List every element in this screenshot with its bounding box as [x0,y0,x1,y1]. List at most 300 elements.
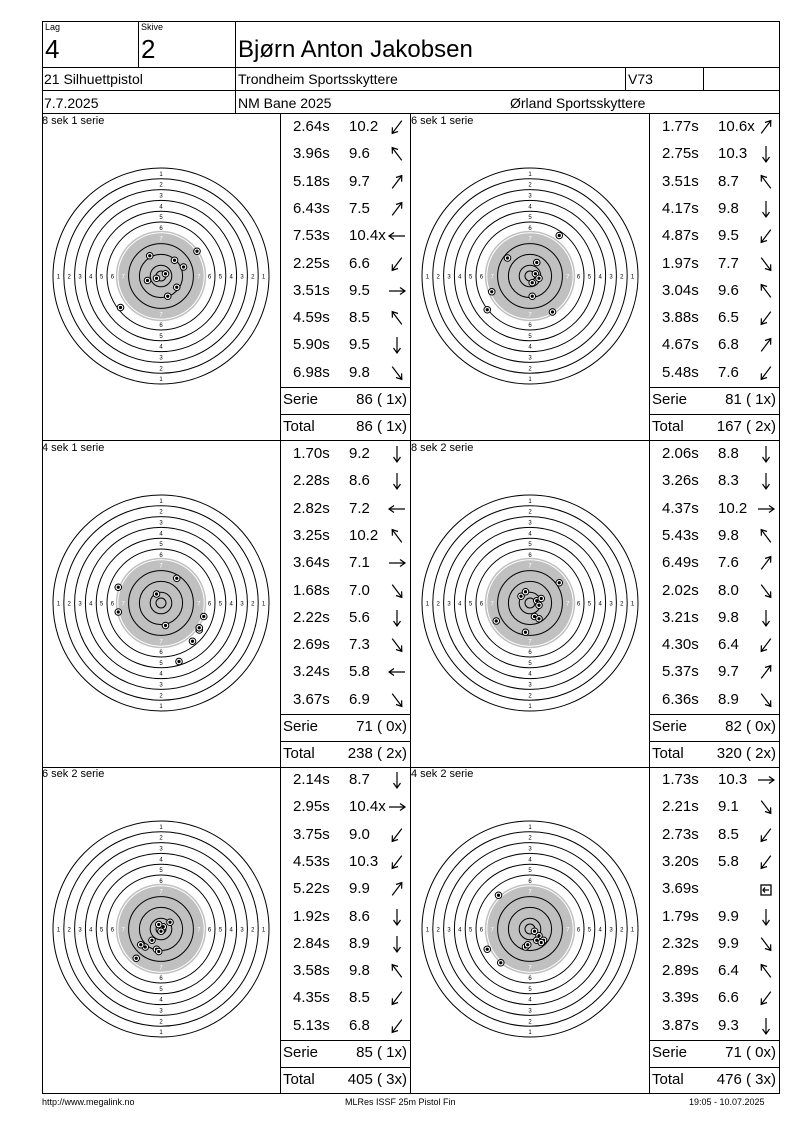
shot-score: 6.4 [718,636,739,654]
right-arrow-icon [387,281,407,301]
ring-number: 4 [528,857,532,864]
shot-score: 10.3 [718,145,748,163]
series-panel [42,767,411,1094]
ring-number: 4 [159,204,163,211]
shot-time: 4.67s [662,336,699,354]
shot-time: 2.64s [293,118,330,135]
shot-time: 5.48s [662,363,699,381]
shot-hole [155,948,162,955]
shot-score: 8.9 [349,934,370,952]
down-left-arrow-icon [387,117,407,137]
class-name: 21 Silhuettpistol [44,71,143,87]
shot-score: 9.2 [349,445,370,462]
ring-number: 6 [576,927,581,934]
down-left-arrow-icon [756,988,776,1008]
ring-number: 2 [159,835,163,842]
serie-sum-label: Serie [652,1044,688,1061]
ring-number: 6 [479,927,484,934]
shot-row [281,550,411,577]
shot-row [650,523,780,550]
pistol-target [411,441,649,768]
shot-hole [117,304,124,311]
ring-number: 5 [99,274,104,281]
shot-time: 5.37s [662,663,699,681]
up-right-arrow-icon [756,117,776,137]
shot-time: 5.90s [293,336,330,354]
ring-number: 2 [251,927,255,934]
ring-number: 4 [528,204,532,211]
shot-row [650,876,780,903]
shot-score: 9.8 [718,526,739,544]
up-right-arrow-icon [387,199,407,219]
shot-row [650,659,780,686]
total-sum [281,741,411,768]
shot-hole [524,941,531,948]
shot-hole [556,232,563,239]
shot-hole [162,270,169,277]
ring-number: 5 [218,601,223,608]
series-panel [42,441,411,768]
shot-time: 1.97s [662,254,699,272]
shot-row [281,196,411,223]
shot-score: 5.8 [349,663,370,681]
shot-score: 10.6x [718,118,755,135]
series-title: 6 sek 1 serie [411,115,474,127]
shot-hole [155,921,162,928]
serie-sum-value: 85 ( 1x) [356,1044,407,1061]
shot-row [650,767,780,794]
total-sum-label: Total [652,745,684,762]
shot-time: 2.02s [662,581,699,599]
shot-time: 3.67s [293,690,330,708]
event-name: NM Bane 2025 [238,95,332,111]
ring-number: 3 [159,846,163,853]
shot-hole [146,252,153,259]
serie-sum-value: 86 ( 1x) [356,391,407,408]
ring-number: 4 [159,997,163,1004]
ring-number: 2 [251,601,255,608]
class-code: V73 [628,71,653,87]
shot-time: 2.69s [293,636,330,654]
ring-number: 2 [620,927,624,934]
shot-row [650,550,780,577]
ring-number: 7 [197,927,201,934]
shot-hole [484,306,491,313]
shot-time: 7.53s [293,227,330,245]
ring-number: 5 [528,986,532,993]
shot-row [650,578,780,605]
shot-score: 9.0 [349,825,370,843]
ring-number: 1 [528,704,532,711]
shot-score: 9.8 [718,608,739,626]
ring-number: 6 [528,650,532,657]
shot-hole [529,293,536,300]
footer-url[interactable]: http://www.megalink.no [42,1097,135,1107]
ring-number: 4 [528,531,532,538]
serie-sum [281,387,411,414]
down-right-arrow-icon [756,581,776,601]
ring-number: 4 [528,344,532,351]
ring-number: 3 [528,193,532,200]
down-left-arrow-icon [756,635,776,655]
ring-number: 6 [110,274,115,281]
ring-number: 2 [159,693,163,700]
ring-number: 5 [468,274,473,281]
shot-score: 6.9 [349,690,370,708]
ring-number: 3 [159,520,163,527]
shot-score: 9.8 [349,962,370,980]
ring-number: 6 [159,878,163,885]
shot-time: 1.77s [662,118,699,135]
total-sum-value: 405 ( 3x) [347,1071,407,1088]
ring-number: 3 [78,274,82,281]
serie-sum [281,1040,411,1067]
shot-time: 3.88s [662,309,699,327]
ring-number: 1 [56,274,61,281]
ring-number: 7 [159,236,163,243]
down-arrow-icon [756,1016,776,1036]
ring-number: 4 [159,531,163,538]
shot-score: 7.3 [349,636,370,654]
left-arrow-icon [387,499,407,519]
pistol-target [411,767,649,1094]
shot-row [650,632,780,659]
ring-number: 4 [458,601,462,608]
ring-number: 6 [479,274,484,281]
ring-number: 7 [566,601,570,608]
ring-number: 7 [121,601,125,608]
skive-value: 2 [141,34,156,64]
shot-time: 4.87s [662,227,699,245]
ring-number: 1 [630,601,635,608]
ring-number: 7 [159,965,163,972]
down-arrow-icon [387,934,407,954]
ring-number: 1 [261,274,266,281]
up-left-arrow-icon [756,281,776,301]
total-sum-value: 86 ( 1x) [356,418,407,435]
ring-number: 4 [229,927,233,934]
shot-score: 10.4x [349,798,386,816]
ring-number: 7 [121,274,125,281]
shot-time: 3.04s [662,281,699,299]
shot-row [281,687,411,714]
shot-time: 2.84s [293,934,330,952]
serie-sum-value: 81 ( 1x) [725,391,776,408]
total-sum [650,741,780,768]
shot-time: 3.69s [662,880,699,898]
up-right-arrow-icon [756,553,776,573]
ring-number: 7 [197,274,201,281]
ring-number: 7 [490,274,494,281]
shot-hole [189,638,196,645]
shot-score: 5.8 [718,852,739,870]
shot-score: 9.3 [718,1016,739,1034]
shot-score: 9.5 [718,227,739,245]
ring-number: 7 [159,639,163,646]
ring-number: 4 [229,601,233,608]
total-sum [650,1067,780,1094]
series-title: 4 sek 1 serie [42,442,105,454]
ring-number: 5 [528,542,532,549]
shot-row [650,985,780,1012]
shot-time: 1.70s [293,445,330,462]
total-sum-label: Total [283,745,315,762]
shot-hole [529,279,536,286]
down-left-arrow-icon [387,254,407,274]
ring-number: 6 [576,274,581,281]
aiming-zone [116,558,206,648]
ring-number: 3 [240,601,244,608]
shot-hole [504,255,511,262]
ring-number: 1 [528,377,532,384]
pistol-target [42,441,280,768]
ring-number: 7 [159,889,163,896]
shot-row [650,468,780,495]
down-left-arrow-icon [756,308,776,328]
down-left-arrow-icon [756,852,776,872]
shot-time: 1.68s [293,581,330,599]
down-arrow-icon [756,144,776,164]
down-left-arrow-icon [756,363,776,383]
shot-score: 9.5 [349,281,370,299]
shot-hole [536,275,543,282]
ring-number: 7 [528,312,532,319]
ring-number: 2 [159,182,163,189]
shot-time: 5.22s [293,880,330,898]
ring-number: 5 [528,868,532,875]
shot-hole [162,622,169,629]
total-sum [281,414,411,441]
right-arrow-icon [756,770,776,790]
shot-score: 10.4x [349,227,386,245]
shot-list [650,441,780,768]
shot-score: 8.8 [718,445,739,462]
shot-row [650,196,780,223]
ring-number: 3 [240,927,244,934]
ring-number: 1 [261,927,266,934]
ring-number: 5 [159,542,163,549]
ring-number: 3 [240,274,244,281]
ring-number: 3 [447,927,451,934]
shot-score: 8.9 [718,690,739,708]
shot-score: 5.6 [349,608,370,626]
down-arrow-icon [387,471,407,491]
down-arrow-icon [387,444,407,464]
ring-number: 7 [566,274,570,281]
shot-hole [533,259,540,266]
shot-time: 3.24s [293,663,330,681]
up-left-arrow-icon [756,961,776,981]
shot-time: 2.82s [293,499,330,517]
ring-number: 2 [67,274,71,281]
ring-number: 4 [598,927,602,934]
shot-time: 2.25s [293,254,330,272]
ring-number: 6 [159,225,163,232]
shot-score: 7.7 [718,254,739,272]
shot-row [281,931,411,958]
shot-time: 4.53s [293,852,330,870]
ring-number: 6 [528,225,532,232]
down-arrow-icon [387,608,407,628]
shot-row [281,794,411,821]
shot-time: 5.18s [293,172,330,190]
shot-score: 10.2 [349,118,379,135]
shot-time: 4.35s [293,989,330,1007]
ring-number: 4 [89,927,93,934]
ring-number: 1 [159,171,163,178]
serie-sum-label: Serie [283,718,319,735]
total-sum [281,1067,411,1094]
shot-score: 9.1 [718,798,739,816]
ring-number: 3 [528,355,532,362]
ring-number: 7 [528,236,532,243]
series-panel [411,767,780,1094]
total-sum-value: 238 ( 2x) [347,745,407,762]
ring-number: 6 [110,601,115,608]
ring-number: 6 [159,552,163,559]
shot-hole [200,613,207,620]
lag-label: Lag [45,22,61,32]
shot-score: 7.1 [349,554,370,572]
ring-number: 6 [528,976,532,983]
shot-row [281,223,411,250]
serie-sum-value: 82 ( 0x) [725,718,776,735]
down-left-arrow-icon [387,825,407,845]
shot-list [281,114,411,441]
shot-row [650,958,780,985]
lag-value: 4 [45,34,60,64]
ring-number: 6 [528,323,532,330]
ring-number: 2 [159,366,163,373]
ring-number: 2 [67,601,71,608]
series-title: 8 sek 1 serie [42,115,105,127]
down-arrow-icon [387,907,407,927]
down-arrow-icon [756,444,776,464]
shot-row [281,114,411,141]
shot-hole [196,624,203,631]
ring-number: 4 [528,997,532,1004]
ring-number: 1 [425,274,430,281]
shot-row [650,141,780,168]
ring-number: 1 [425,927,430,934]
ring-number: 7 [159,563,163,570]
ring-number: 1 [159,498,163,505]
ring-number: 3 [609,601,613,608]
up-right-arrow-icon [387,172,407,192]
left-arrow-icon [387,662,407,682]
ring-number: 1 [159,1030,163,1037]
shot-row [650,931,780,958]
shot-score: 8.5 [349,989,370,1007]
ring-number: 2 [528,182,532,189]
ring-number: 4 [598,274,602,281]
ring-number: 7 [528,965,532,972]
ring-number: 3 [78,927,82,934]
ring-number: 3 [528,1008,532,1015]
ring-number: 6 [528,552,532,559]
serie-sum [650,1040,780,1067]
shot-row [281,822,411,849]
shot-row [281,659,411,686]
ring-number: 3 [528,682,532,689]
ring-number: 6 [110,927,115,934]
down-left-arrow-icon [387,988,407,1008]
shot-hole [180,264,187,271]
shot-row [650,332,780,359]
shot-time: 5.43s [662,526,699,544]
shot-hole [153,591,160,598]
serie-sum-value: 71 ( 0x) [725,1044,776,1061]
shot-score: 7.6 [718,363,739,381]
shot-score: 6.6 [718,989,739,1007]
shot-hole [171,257,178,264]
shot-hole [173,284,180,291]
ring-number: 4 [458,274,462,281]
shot-time: 3.96s [293,145,330,163]
shot-hole [556,579,563,586]
ring-number: 2 [528,1019,532,1026]
down-arrow-icon [756,907,776,927]
shot-time: 3.39s [662,989,699,1007]
total-sum-value: 320 ( 2x) [716,745,776,762]
shot-time: 2.32s [662,934,699,952]
shot-score: 8.6 [349,472,370,490]
shot-score: 8.3 [718,472,739,490]
ring-number: 2 [67,927,71,934]
shot-score: 8.7 [349,771,370,788]
shot-time: 3.51s [662,172,699,190]
shot-row [650,251,780,278]
shot-score: 9.7 [349,172,370,190]
ring-number: 1 [528,1030,532,1037]
ring-number: 4 [89,274,93,281]
ring-number: 3 [447,601,451,608]
serie-sum-label: Serie [652,391,688,408]
ring-number: 1 [56,601,61,608]
shot-hole [153,275,160,282]
up-left-arrow-icon [387,526,407,546]
shot-hole [164,293,171,300]
serie-sum-label: Serie [283,1044,319,1061]
ring-number: 5 [587,927,592,934]
ring-number: 2 [251,274,255,281]
total-sum-label: Total [283,418,315,435]
up-left-arrow-icon [387,308,407,328]
shot-score: 10.3 [718,771,748,788]
ring-number: 4 [528,671,532,678]
down-left-arrow-icon [387,1016,407,1036]
shot-row [281,441,411,468]
shot-hole [158,928,165,935]
shot-row [281,1013,411,1040]
shot-hole [137,941,144,948]
total-sum-value: 167 ( 2x) [716,418,776,435]
down-left-arrow-icon [756,226,776,246]
ring-number: 6 [159,976,163,983]
ring-number: 7 [121,927,125,934]
pistol-target [411,114,649,441]
up-right-arrow-icon [756,335,776,355]
up-left-arrow-icon [756,172,776,192]
shot-score: 9.9 [718,934,739,952]
shot-time: 2.14s [293,771,330,788]
shot-hole [495,892,502,899]
ring-number: 1 [261,601,266,608]
right-arrow-icon [756,499,776,519]
shot-row [281,632,411,659]
shot-hole [115,584,122,591]
total-sum-label: Total [652,418,684,435]
